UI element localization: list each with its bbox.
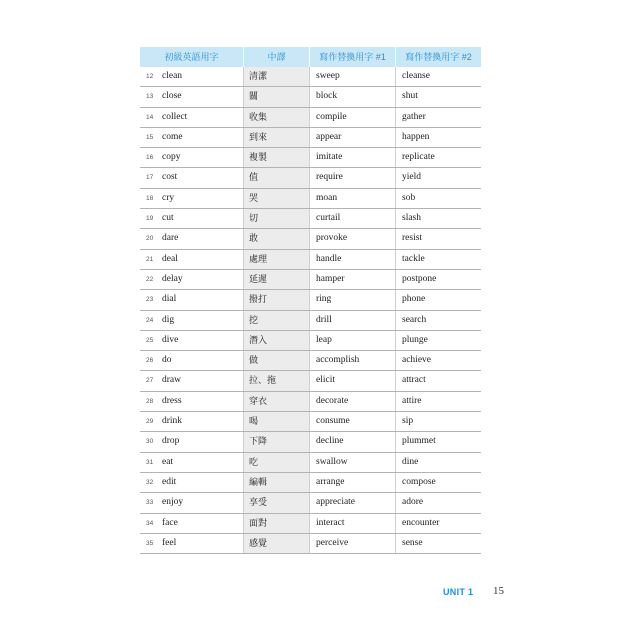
row-number: 12	[146, 73, 154, 80]
translation-cell: 敢	[244, 229, 310, 248]
replacement-2-cell: phone	[402, 294, 426, 305]
row-number: 26	[146, 357, 154, 365]
table-row	[140, 473, 481, 493]
replacement-2-cell: postpone	[402, 273, 437, 284]
basic-word-cell	[140, 148, 244, 167]
replacement-2-cell: happen	[402, 131, 430, 142]
translation-cell: 撥打	[244, 290, 310, 309]
basic-word: dare	[162, 233, 179, 244]
translation-cell: 吃	[244, 453, 310, 472]
basic-word-cell	[140, 229, 244, 248]
row-number: 23	[146, 296, 154, 304]
basic-word: cry	[162, 192, 175, 203]
table-row	[140, 371, 481, 391]
vocabulary-table	[140, 47, 481, 554]
basic-word: dig	[162, 314, 175, 325]
replacement-1-cell: curtail	[310, 209, 396, 228]
replacement-1-cell: appear	[310, 128, 396, 147]
translation-cell: 編輯	[244, 473, 310, 492]
table-row	[140, 331, 481, 351]
replacement-1-cell: perceive	[310, 534, 396, 553]
table-row	[140, 351, 481, 371]
replacement-2-cell: tackle	[402, 253, 425, 264]
translation-cell: 拉、拖	[244, 371, 310, 390]
table-row	[140, 412, 481, 432]
basic-word-cell	[140, 270, 244, 289]
basic-word: enjoy	[162, 497, 184, 508]
replacement-1-cell: ring	[310, 290, 396, 309]
table-row	[140, 168, 481, 188]
translation-cell: 穿衣	[244, 392, 310, 411]
replacement-1-cell: imitate	[310, 148, 396, 167]
basic-word-cell	[140, 311, 244, 330]
table-row	[140, 534, 481, 554]
row-number: 29	[146, 418, 154, 426]
table-row	[140, 67, 481, 87]
translation-cell: 享受	[244, 493, 310, 512]
table-row	[140, 453, 481, 473]
basic-word: dive	[162, 334, 179, 345]
table-row	[140, 270, 481, 290]
replacement-1-cell: provoke	[310, 229, 396, 248]
row-number: 13	[146, 93, 154, 101]
basic-word: close	[162, 91, 182, 102]
replacement-1-cell: hamper	[310, 270, 396, 289]
translation-cell: 下降	[244, 432, 310, 451]
basic-word: dial	[162, 294, 177, 305]
basic-word: clean	[162, 71, 183, 81]
row-number: 15	[146, 133, 154, 141]
replacement-1-cell: interact	[310, 514, 396, 533]
row-number: 19	[146, 215, 154, 223]
translation-cell: 關	[244, 87, 310, 106]
replacement-2-cell: replicate	[402, 152, 435, 163]
replacement-2-cell: adore	[402, 497, 424, 508]
translation-cell: 處理	[244, 250, 310, 269]
basic-word: drink	[162, 416, 183, 427]
translation-cell: 延遲	[244, 270, 310, 289]
header-replacement-2: 寫作替換用字 #2	[405, 52, 472, 62]
replacement-2-cell: attract	[402, 375, 426, 386]
basic-word-cell	[140, 453, 244, 472]
table-row	[140, 290, 481, 310]
basic-word: deal	[162, 253, 178, 264]
replacement-2-cell: shut	[402, 91, 418, 102]
translation-cell: 清潔	[244, 67, 310, 86]
table-row	[140, 87, 481, 107]
basic-word-cell	[140, 128, 244, 147]
basic-word-cell	[140, 371, 244, 390]
replacement-1-cell: sweep	[310, 67, 396, 86]
replacement-1-cell: block	[310, 87, 396, 106]
row-number: 22	[146, 275, 154, 283]
basic-word-cell	[140, 250, 244, 269]
replacement-2-cell: sob	[402, 192, 416, 203]
replacement-1-cell: decorate	[310, 392, 396, 411]
replacement-2-cell: resist	[402, 233, 423, 244]
basic-word-cell	[140, 493, 244, 512]
replacement-2-cell: encounter	[402, 517, 440, 528]
basic-word: collect	[162, 111, 188, 122]
basic-word-cell	[140, 168, 244, 187]
row-number: 30	[146, 438, 154, 446]
basic-word-cell	[140, 412, 244, 431]
table-header	[140, 47, 481, 67]
basic-word-cell	[140, 514, 244, 533]
row-number: 16	[146, 154, 154, 162]
replacement-1-cell: swallow	[310, 453, 396, 472]
translation-cell: 到來	[244, 128, 310, 147]
replacement-1-cell: leap	[310, 331, 396, 350]
header-replacement-1: 寫作替換用字 #1	[310, 47, 396, 67]
basic-word: come	[162, 131, 183, 142]
row-number: 21	[146, 255, 154, 263]
basic-word: copy	[162, 152, 181, 163]
row-number: 24	[146, 316, 154, 324]
table-row	[140, 311, 481, 331]
replacement-2-cell: plunge	[402, 334, 428, 345]
basic-word: dress	[162, 395, 182, 406]
basic-word-cell	[140, 209, 244, 228]
translation-cell: 切	[244, 209, 310, 228]
row-number: 34	[146, 519, 154, 527]
table-row	[140, 432, 481, 452]
table-row	[140, 209, 481, 229]
replacement-1-cell: decline	[310, 432, 396, 451]
row-number: 32	[146, 478, 154, 486]
header-basic-word: 初級英語用字	[140, 47, 244, 67]
basic-word-cell	[140, 392, 244, 411]
table-row	[140, 514, 481, 534]
replacement-2-cell: attire	[402, 395, 422, 406]
replacement-1-cell: arrange	[310, 473, 396, 492]
translation-cell: 挖	[244, 311, 310, 330]
basic-word: cost	[162, 172, 178, 183]
row-number: 33	[146, 499, 154, 507]
table-body	[140, 67, 481, 554]
translation-cell: 收集	[244, 108, 310, 127]
replacement-1-cell: consume	[310, 412, 396, 431]
table-row	[140, 189, 481, 209]
translation-cell: 哭	[244, 189, 310, 208]
basic-word: delay	[162, 273, 183, 284]
translation-cell: 潛入	[244, 331, 310, 350]
row-number: 28	[146, 397, 154, 405]
basic-word-cell	[140, 351, 244, 370]
basic-word-cell	[140, 108, 244, 127]
table-row	[140, 148, 481, 168]
replacement-2-cell: search	[402, 314, 427, 325]
replacement-2-cell: slash	[402, 213, 421, 224]
replacement-1-cell: moan	[310, 189, 396, 208]
basic-word: face	[162, 517, 178, 528]
row-number: 18	[146, 194, 154, 202]
translation-cell: 面對	[244, 514, 310, 533]
translation-cell: 做	[244, 351, 310, 370]
translation-cell: 複製	[244, 148, 310, 167]
replacement-2-cell: cleanse	[402, 71, 430, 81]
row-number: 31	[146, 458, 154, 466]
table-row	[140, 493, 481, 513]
basic-word-cell	[140, 432, 244, 451]
row-number: 20	[146, 235, 154, 243]
replacement-1-cell: require	[310, 168, 396, 187]
replacement-2-cell: sip	[402, 416, 414, 427]
translation-cell: 值	[244, 168, 310, 187]
basic-word-cell	[140, 67, 244, 86]
translation-cell: 感覺	[244, 534, 310, 553]
row-number: 27	[146, 377, 154, 385]
replacement-1-cell: compile	[310, 108, 396, 127]
basic-word: feel	[162, 537, 177, 548]
basic-word-cell	[140, 331, 244, 350]
page-number: 15	[493, 585, 504, 597]
replacement-1-cell: appreciate	[310, 493, 396, 512]
table-row	[140, 250, 481, 270]
table-row	[140, 392, 481, 412]
replacement-2-cell: achieve	[402, 355, 432, 366]
translation-cell: 喝	[244, 412, 310, 431]
table-row	[140, 229, 481, 249]
table-row	[140, 128, 481, 148]
replacement-1-cell: accomplish	[310, 351, 396, 370]
replacement-2-cell: dine	[402, 456, 419, 467]
replacement-2-cell: yield	[402, 172, 421, 183]
row-number: 35	[146, 539, 154, 547]
basic-word: do	[162, 355, 172, 366]
replacement-1-cell: drill	[310, 311, 396, 330]
basic-word-cell	[140, 87, 244, 106]
basic-word-cell	[140, 290, 244, 309]
replacement-2-cell: gather	[402, 111, 426, 122]
replacement-2-cell: compose	[402, 476, 436, 487]
basic-word-cell	[140, 534, 244, 553]
basic-word-cell	[140, 473, 244, 492]
row-number: 17	[146, 174, 154, 182]
replacement-2-cell: plummet	[402, 436, 436, 447]
basic-word-cell	[140, 189, 244, 208]
replacement-1-cell: handle	[310, 250, 396, 269]
replacement-2-cell: sense	[402, 537, 423, 548]
basic-word: cut	[162, 213, 174, 224]
basic-word: eat	[162, 456, 174, 467]
row-number: 25	[146, 336, 154, 344]
header-translation: 中譯	[244, 47, 310, 67]
row-number: 14	[146, 113, 154, 121]
basic-word: draw	[162, 375, 181, 386]
basic-word: edit	[162, 476, 177, 487]
replacement-1-cell: elicit	[310, 371, 396, 390]
unit-label: UNIT 1	[443, 587, 474, 597]
table-row	[140, 108, 481, 128]
basic-word: drop	[162, 436, 180, 447]
